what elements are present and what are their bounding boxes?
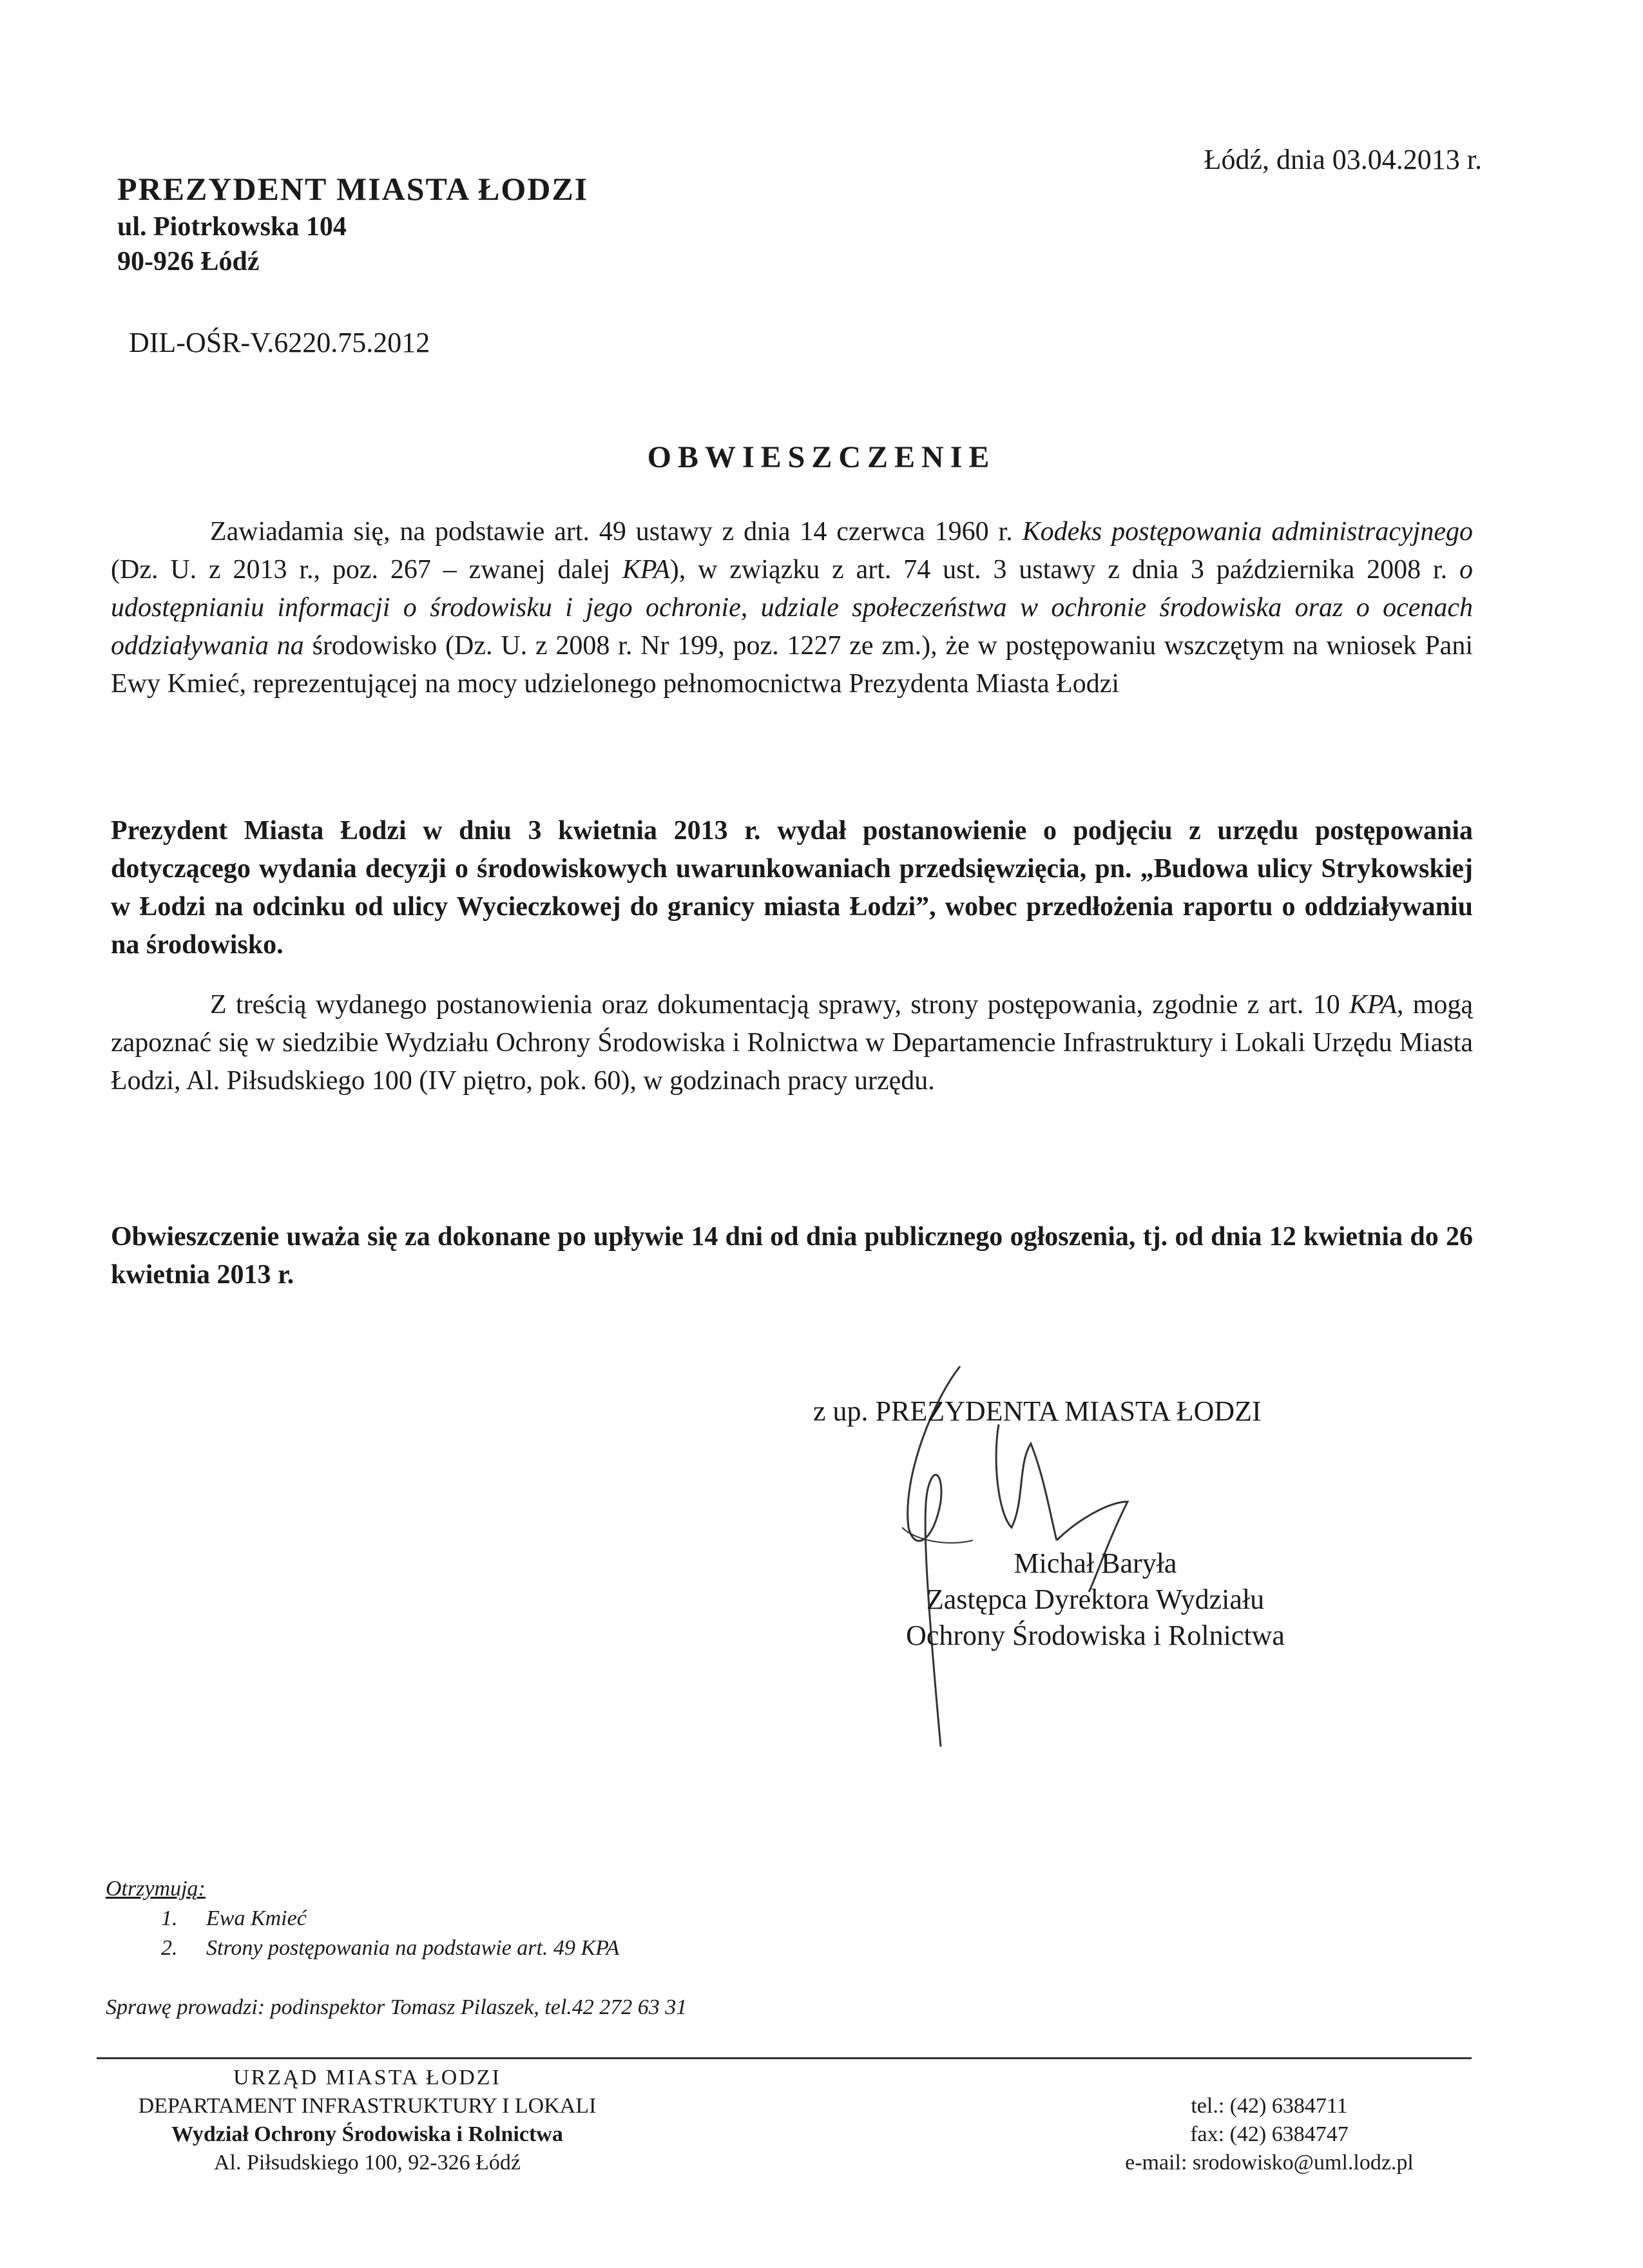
footer-address: Al. Piłsudskiego 100, 92-326 Łódź <box>214 2151 521 2175</box>
footer-office-block <box>110 2064 625 2177</box>
footer-email: e-mail: srodowisko@uml.lodz.pl <box>1125 2151 1414 2175</box>
p3-text-2: , mogą zapoznać się w siedzibie Wydziału Ochrony Środowiska i Rolnictwa w Departamencie Infrastruktury i Lokali Urzędu Miasta Łodzi, Al. Piłsudskiego 100 (IV piętro, pok. 60), w godzinach pracy urzędu. <box>111 990 1474 1096</box>
footer-divider <box>97 2057 1472 2059</box>
list-item <box>106 1934 619 1963</box>
document-date: Łódź, dnia 03.04.2013 r. <box>1204 144 1482 175</box>
recipients-list <box>106 1874 619 1963</box>
signatory-block <box>838 1546 1353 1654</box>
p3-italic-1: KPA <box>1349 990 1397 1020</box>
recipient-name: Strony postępowania na podstawie art. 49 KPA <box>206 1936 620 1960</box>
p1-italic-2: KPA <box>622 555 670 585</box>
footer-department: DEPARTAMENT INFRASTRUKTURY I LOKALI <box>138 2094 597 2118</box>
paragraph-effective: Obwieszczenie uważa się za dokonane po upływie 14 dni od dnia publicznego ogłoszenia, tj. od dnia 12 kwietnia do 26 kwietnia 2013 r. <box>111 1222 1473 1290</box>
signatory-name: Michał Baryła <box>1014 1547 1177 1579</box>
p1-text-4: środowisko (Dz. U. z 2008 r. Nr 199, poz. 1227 ze zm.), że w postępowaniu wszczętym na wniosek Pani Ewy Kmieć, reprezentującej na mocy udzielonego pełnomocnictwa Prezydenta Miasta Łodzi <box>111 631 1473 699</box>
recipient-number: 1. <box>161 1906 178 1930</box>
p1-text-1: Zawiadamia się, na podstawie art. 49 ustawy z dnia 14 czerwca 1960 r. <box>210 517 1023 547</box>
p1-text-2: (Dz. U. z 2013 r., poz. 267 – zwanej dalej <box>111 555 622 585</box>
recipients-heading: Otrzymują: <box>106 1877 206 1901</box>
footer-office: URZĄD MIASTA ŁODZI <box>233 2066 501 2089</box>
footer-tel: tel.: (42) 6384711 <box>1191 2094 1348 2118</box>
paragraph-notification <box>111 513 1473 703</box>
signature-authority: z up. PREZYDENTA MIASTA ŁODZI <box>813 1395 1262 1427</box>
footer-division: Wydział Ochrony Środowiska i Rolnictwa <box>171 2122 563 2146</box>
caseworker-line: Sprawę prowadzi: podinspektor Tomasz Pilaszek, tel.42 272 63 31 <box>106 1995 687 2019</box>
issuer-city: 90-926 Łódź <box>117 247 260 276</box>
recipient-number: 2. <box>161 1936 178 1960</box>
signatory-position-1: Zastępca Dyrektora Wydziału <box>926 1584 1265 1615</box>
recipient-name: Ewa Kmieć <box>206 1906 307 1930</box>
paragraph-access <box>111 986 1473 1100</box>
paragraph-decision: Prezydent Miasta Łodzi w dniu 3 kwietnia 2013 r. wydał postanowienie o podjęciu z urzędu postępowania dotyczącego wydania decyzji o środowiskowych uwarunkowaniach przedsięwzięcia, pn. „Budowa ulicy Strykowskiej w Łodzi na odcinku od ulicy Wycieczkowej do granicy miasta Łodzi”, wobec przedłożenia raportu o oddziaływaniu na środowisko. <box>111 816 1473 960</box>
issuer-name: PREZYDENT MIASTA ŁODZI <box>117 171 589 207</box>
p3-text-1: Z treścią wydanego postanowienia oraz dokumentacją sprawy, strony postępowania, zgodnie z art. 10 <box>210 990 1349 1020</box>
footer-fax: fax: (42) 6384747 <box>1190 2122 1349 2146</box>
document-title: OBWIESZCZENIE <box>647 440 996 474</box>
list-item <box>106 1904 619 1934</box>
footer-contact-block <box>1063 2092 1475 2177</box>
reference-number: DIL-OŚR-V.6220.75.2012 <box>129 327 430 358</box>
signatory-position-2: Ochrony Środowiska i Rolnictwa <box>906 1620 1285 1651</box>
p1-text-3: ), w związku z art. 74 ust. 3 ustawy z dnia 3 października 2008 r. <box>669 555 1459 585</box>
issuer-block <box>117 170 588 277</box>
p1-italic-1: Kodeks postępowania administracyjnego <box>1022 517 1473 547</box>
p1-italic-3: o udostępnianiu informacji o środowisku i jego ochronie, udziale społeczeństwa w ochronie środowiska oraz o ocenach oddziaływania na <box>111 555 1473 661</box>
issuer-street: ul. Piotrkowska 104 <box>117 212 347 242</box>
